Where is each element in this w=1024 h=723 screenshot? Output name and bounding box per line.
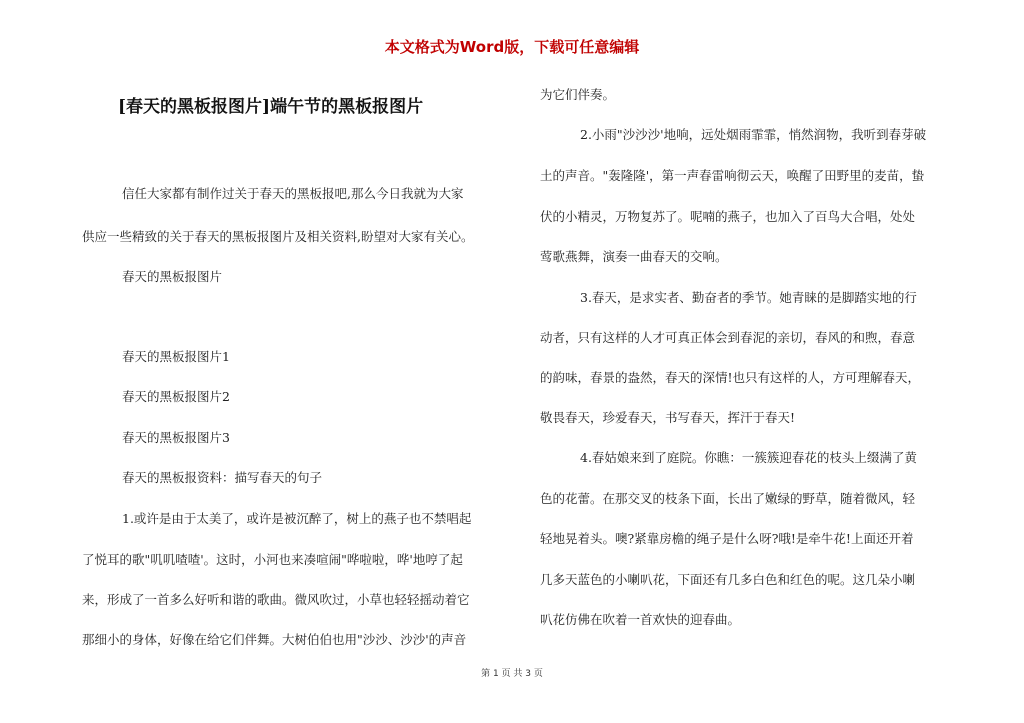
text-line: 4.春姑娘来到了庭院。你瞧：一簇簇迎春花的枝头上缀满了黄 [580, 450, 917, 465]
text-line: 的韵味，春景的盎然，春天的深情!也只有这样的人，方可理解春天， [540, 370, 921, 385]
text-line: 3.春天，是求实者、勤奋者的季节。她青睐的是脚踏实地的行 [580, 290, 917, 305]
document-title: [春天的黑板报图片]端午节的黑板报图片 [118, 97, 424, 117]
text-line: 1.或许是由于太美了，或许是被沉醉了，树上的燕子也不禁唱起 [122, 511, 472, 526]
text-line: 土的声音。"轰隆隆'，第一声春雷响彻云天，唤醒了田野里的麦苗，蛰 [540, 168, 925, 183]
text-line: 了悦耳的歌"叽叽喳喳'。这时，小河也来凑喧闹"哗啦啦，哗'地哼了起 [82, 552, 463, 567]
text-line: 敬畏春天，珍爱春天，书写春天，挥汗于春天! [540, 410, 796, 425]
text-line: 信任大家都有制作过关于春天的黑板报吧,那么今日我就为大家 [122, 186, 464, 201]
right-column [540, 0, 964, 723]
text-line: 伏的小精灵，万物复苏了。呢喃的燕子，也加入了百鸟大合唱，处处 [540, 209, 916, 224]
text-line: 动者，只有这样的人才可真正体会到春泥的亲切，春风的和煦，春意 [540, 330, 916, 345]
text-line: 2.小雨"沙沙沙'地响，远处烟雨霏霏，悄然润物，我听到春芽破 [580, 127, 927, 142]
text-line: 叭花仿佛在吹着一首欢快的迎春曲。 [540, 612, 741, 627]
text-line: 来，形成了一首多么好听和谐的歌曲。微风吹过，小草也轻轻摇动着它 [82, 592, 470, 607]
text-line: 春天的黑板报图片1 [122, 349, 230, 364]
text-line: 春天的黑板报图片2 [122, 389, 230, 404]
text-line: 莺歌燕舞，演奏一曲春天的交响。 [540, 249, 728, 264]
text-line: 几多天蓝色的小喇叭花，下面还有几多白色和红色的呢。这几朵小喇 [540, 572, 916, 587]
text-line: 春天的黑板报图片 [122, 269, 223, 284]
text-line: 为它们伴奏。 [540, 87, 616, 102]
text-line: 春天的黑板报图片3 [122, 430, 230, 445]
text-line: 轻地晃着头。噢?紧靠房檐的绳子是什么呀?哦!是牵牛花!上面还开着 [540, 531, 914, 546]
text-line: 春天的黑板报资料：描写春天的句子 [122, 470, 323, 485]
left-column [82, 0, 510, 723]
text-line: 供应一些精致的关于春天的黑板报图片及相关资料,盼望对大家有关心。 [82, 229, 474, 244]
text-line: 色的花蕾。在那交叉的枝条下面，长出了嫩绿的野草，随着微风，轻 [540, 491, 916, 506]
text-line: 那细小的身体，好像在给它们伴舞。大树伯伯也用"沙沙、沙沙'的声音 [82, 632, 467, 647]
page-number-footer: 第 1 页 共 3 页 [481, 669, 543, 679]
header-banner: 本文格式为Word版，下载可任意编辑 [384, 38, 640, 56]
